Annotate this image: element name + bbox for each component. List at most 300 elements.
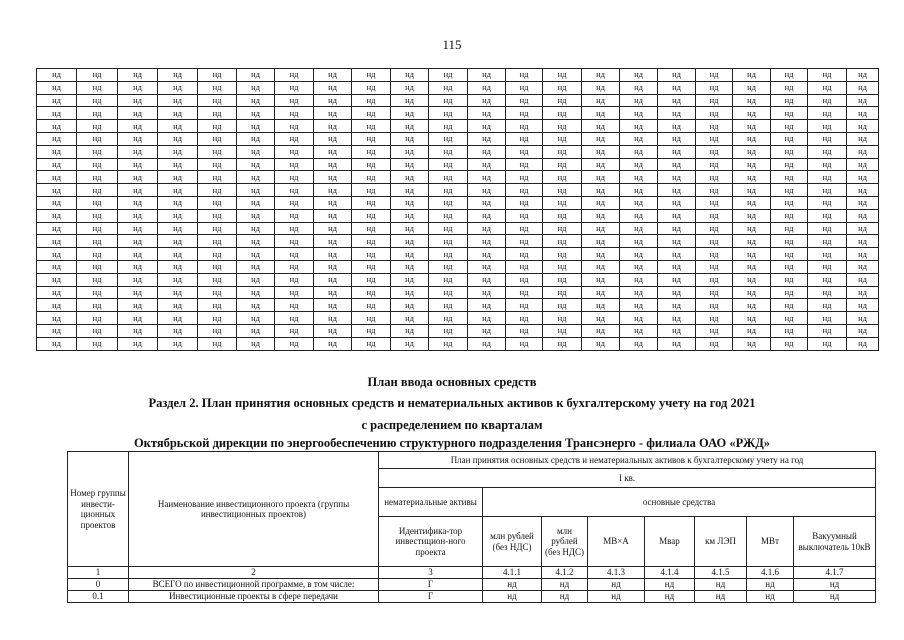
grid-cell: нд	[429, 273, 468, 286]
grid-cell: нд	[468, 145, 506, 158]
grid-cell: нд	[808, 324, 847, 337]
grid-cell: нд	[429, 209, 468, 222]
grid-cell: нд	[391, 222, 429, 235]
grid-cell: нд	[314, 196, 352, 209]
grid-cell: нд	[808, 120, 847, 133]
grid-cell: нд	[391, 107, 429, 120]
grid-cell: нд	[391, 324, 429, 337]
grid-cell: нд	[158, 120, 198, 133]
grid-cell: нд	[506, 260, 543, 273]
grid-cell: нд	[506, 145, 543, 158]
grid-cell: нд	[275, 312, 314, 325]
grid-cell: нд	[237, 260, 275, 273]
grid-cell: нд	[543, 222, 582, 235]
grid-cell: нд	[352, 312, 391, 325]
grid-cell: нд	[543, 235, 582, 248]
subheader-cell: Идентифика-тор инвестицион-ного проекта	[379, 517, 483, 567]
grid-cell: нд	[314, 235, 352, 248]
grid-cell: нд	[658, 94, 696, 107]
grid-cell: нд	[658, 196, 696, 209]
grid-cell: нд	[658, 132, 696, 145]
grid-cell: нд	[37, 248, 77, 261]
grid-cell: нд	[506, 196, 543, 209]
grid-cell: нд	[620, 94, 658, 107]
grid-cell: нд	[582, 324, 620, 337]
grid-cell: нд	[771, 171, 808, 184]
grid-cell: нд	[808, 158, 847, 171]
grid-cell: нд	[733, 312, 771, 325]
grid-cell: нд	[118, 312, 158, 325]
grid-cell: нд	[658, 312, 696, 325]
grid-cell: нд	[429, 260, 468, 273]
grid-cell: нд	[543, 120, 582, 133]
grid-row	[37, 337, 879, 350]
grid-cell: нд	[198, 69, 237, 82]
section-subtitle: Раздел 2. План принятия основных средств и нематериальных активов к бухгалтерскому учету на год 2021	[148, 396, 756, 410]
grid-cell: нд	[733, 299, 771, 312]
grid-cell: нд	[696, 337, 733, 350]
grid-cell: нд	[118, 299, 158, 312]
grid-cell: нд	[429, 235, 468, 248]
grid-cell: нд	[391, 235, 429, 248]
grid-row	[37, 171, 879, 184]
directorate-title: Октябрьской дирекции по энергообеспечению структурного подразделения Трансэнерго - филиала ОАО «РЖД»	[133, 436, 771, 450]
grid-cell: нд	[118, 145, 158, 158]
grid-cell: нд	[733, 248, 771, 261]
grid-cell: нд	[391, 286, 429, 299]
grid-cell: нд	[237, 145, 275, 158]
grid-cell: нд	[158, 132, 198, 145]
grid-cell: нд	[314, 81, 352, 94]
grid-cell: нд	[658, 184, 696, 197]
grid-cell: нд	[658, 235, 696, 248]
grid-cell: нд	[847, 312, 879, 325]
grid-cell: нд	[506, 324, 543, 337]
grid-cell: нд	[352, 120, 391, 133]
grid-cell: нд	[771, 145, 808, 158]
grid-cell: нд	[37, 107, 77, 120]
grid-cell: нд	[733, 184, 771, 197]
grid-cell: нд	[468, 184, 506, 197]
grid-cell: нд	[158, 145, 198, 158]
grid-cell: нд	[696, 94, 733, 107]
grid-cell: нд	[658, 81, 696, 94]
grid-cell: нд	[506, 337, 543, 350]
grid-cell: нд	[582, 81, 620, 94]
grid-cell: нд	[429, 184, 468, 197]
grid-cell: нд	[275, 209, 314, 222]
grid-cell: нд	[847, 145, 879, 158]
grid-cell: нд	[158, 222, 198, 235]
grid-cell: нд	[733, 158, 771, 171]
grid-cell: нд	[506, 184, 543, 197]
grid-cell: нд	[506, 273, 543, 286]
grid-cell: нд	[847, 69, 879, 82]
grid-cell: нд	[237, 132, 275, 145]
grid-cell: нд	[696, 286, 733, 299]
grid-cell: нд	[429, 107, 468, 120]
grid-cell: нд	[506, 235, 543, 248]
grid-cell: нд	[275, 196, 314, 209]
grid-cell: нд	[543, 184, 582, 197]
grid-cell: нд	[237, 248, 275, 261]
grid-cell: нд	[808, 171, 847, 184]
grid-cell: нд	[391, 248, 429, 261]
grid-cell: нд	[658, 209, 696, 222]
grid-cell: нд	[118, 171, 158, 184]
grid-cell: нд	[620, 196, 658, 209]
grid-cell: нд	[468, 171, 506, 184]
grid-cell: нд	[391, 260, 429, 273]
header-project-name: Наименование инвестиционного проекта (группы инвестиционных проектов)	[129, 452, 379, 567]
grid-row	[37, 312, 879, 325]
grid-cell: нд	[77, 299, 118, 312]
grid-cell: нд	[275, 81, 314, 94]
grid-cell: нд	[847, 286, 879, 299]
grid-cell: нд	[77, 132, 118, 145]
grid-cell: нд	[733, 120, 771, 133]
number-cell: 4.1.4	[645, 567, 695, 579]
grid-cell: нд	[847, 324, 879, 337]
header-fixed-assets: основные средства	[483, 488, 876, 517]
grid-cell: нд	[37, 286, 77, 299]
grid-cell: нд	[696, 248, 733, 261]
grid-cell: нд	[352, 273, 391, 286]
grid-cell: нд	[352, 132, 391, 145]
grid-cell: нд	[158, 337, 198, 350]
grid-cell: нд	[771, 209, 808, 222]
grid-cell: нд	[237, 286, 275, 299]
row-value: нд	[542, 579, 588, 591]
grid-cell: нд	[733, 235, 771, 248]
grid-cell: нд	[620, 120, 658, 133]
grid-cell: нд	[391, 299, 429, 312]
grid-cell: нд	[352, 209, 391, 222]
grid-cell: нд	[77, 273, 118, 286]
grid-cell: нд	[237, 107, 275, 120]
grid-cell: нд	[847, 132, 879, 145]
subheader-cell: млн рублей (без НДС)	[542, 517, 588, 567]
grid-cell: нд	[314, 299, 352, 312]
grid-cell: нд	[198, 312, 237, 325]
grid-cell: нд	[314, 145, 352, 158]
grid-cell: нд	[543, 324, 582, 337]
grid-cell: нд	[429, 324, 468, 337]
grid-cell: нд	[275, 222, 314, 235]
subheader-cell: км ЛЭП	[695, 517, 747, 567]
grid-cell: нд	[733, 273, 771, 286]
header-quarter: I кв.	[379, 469, 876, 488]
grid-cell: нд	[582, 132, 620, 145]
grid-cell: нд	[582, 286, 620, 299]
grid-cell: нд	[429, 145, 468, 158]
grid-cell: нд	[771, 222, 808, 235]
grid-cell: нд	[620, 273, 658, 286]
grid-cell: нд	[37, 184, 77, 197]
grid-cell: нд	[808, 235, 847, 248]
grid-cell: нд	[620, 209, 658, 222]
grid-cell: нд	[658, 286, 696, 299]
grid-row	[37, 81, 879, 94]
grid-cell: нд	[77, 196, 118, 209]
grid-cell: нд	[352, 158, 391, 171]
grid-cell: нд	[808, 107, 847, 120]
grid-cell: нд	[620, 132, 658, 145]
grid-cell: нд	[158, 248, 198, 261]
grid-cell: нд	[198, 299, 237, 312]
row-value: нд	[747, 579, 794, 591]
grid-cell: нд	[352, 94, 391, 107]
header-group-number: Номер группы инвести-ционных проектов	[68, 452, 129, 567]
grid-cell: нд	[468, 260, 506, 273]
grid-cell: нд	[198, 235, 237, 248]
grid-cell: нд	[198, 158, 237, 171]
grid-cell: нд	[582, 235, 620, 248]
grid-cell: нд	[37, 120, 77, 133]
grid-cell: нд	[733, 222, 771, 235]
row-value: нд	[645, 579, 695, 591]
grid-cell: нд	[118, 235, 158, 248]
grid-cell: нд	[733, 94, 771, 107]
grid-cell: нд	[391, 184, 429, 197]
grid-cell: нд	[118, 69, 158, 82]
grid-cell: нд	[158, 196, 198, 209]
grid-cell: нд	[118, 120, 158, 133]
grid-row	[37, 260, 879, 273]
grid-cell: нд	[771, 120, 808, 133]
grid-cell: нд	[429, 81, 468, 94]
grid-cell: нд	[582, 299, 620, 312]
grid-cell: нд	[198, 260, 237, 273]
subheader-cell: МВ×А	[588, 517, 645, 567]
row-value: нд	[695, 591, 747, 603]
grid-cell: нд	[808, 273, 847, 286]
grid-cell: нд	[506, 209, 543, 222]
grid-cell: нд	[429, 222, 468, 235]
grid-cell: нд	[582, 145, 620, 158]
grid-cell: нд	[118, 209, 158, 222]
row-value: нд	[483, 591, 542, 603]
grid-cell: нд	[429, 248, 468, 261]
grid-cell: нд	[506, 171, 543, 184]
row-value: нд	[588, 591, 645, 603]
grid-cell: нд	[158, 324, 198, 337]
grid-cell: нд	[77, 312, 118, 325]
grid-cell: нд	[696, 312, 733, 325]
grid-cell: нд	[582, 273, 620, 286]
grid-cell: нд	[314, 337, 352, 350]
grid-row	[37, 94, 879, 107]
grid-cell: нд	[543, 312, 582, 325]
grid-cell: нд	[468, 196, 506, 209]
grid-cell: нд	[620, 299, 658, 312]
grid-cell: нд	[847, 337, 879, 350]
grid-cell: нд	[696, 145, 733, 158]
grid-cell: нд	[620, 184, 658, 197]
grid-cell: нд	[118, 222, 158, 235]
grid-cell: нд	[582, 69, 620, 82]
grid-cell: нд	[429, 286, 468, 299]
grid-cell: нд	[468, 69, 506, 82]
grid-cell: нд	[506, 222, 543, 235]
grid-cell: нд	[847, 196, 879, 209]
grid-cell: нд	[77, 145, 118, 158]
subheader-cell: Вакуумный выключатель 10кВ	[794, 517, 876, 567]
grid-cell: нд	[118, 132, 158, 145]
grid-cell: нд	[314, 286, 352, 299]
grid-cell: нд	[77, 260, 118, 273]
grid-cell: нд	[158, 171, 198, 184]
grid-cell: нд	[352, 299, 391, 312]
grid-cell: нд	[771, 337, 808, 350]
grid-cell: нд	[543, 145, 582, 158]
grid-cell: нд	[237, 196, 275, 209]
grid-cell: нд	[847, 158, 879, 171]
grid-cell: нд	[314, 120, 352, 133]
grid-cell: нд	[847, 222, 879, 235]
grid-cell: нд	[771, 184, 808, 197]
grid-row	[37, 222, 879, 235]
grid-cell: нд	[77, 248, 118, 261]
grid-cell: нд	[391, 145, 429, 158]
investment-plan-table	[67, 451, 876, 603]
grid-row	[37, 132, 879, 145]
grid-cell: нд	[582, 120, 620, 133]
grid-cell: нд	[275, 260, 314, 273]
grid-cell: нд	[468, 209, 506, 222]
grid-cell: нд	[543, 158, 582, 171]
grid-cell: нд	[620, 260, 658, 273]
grid-cell: нд	[77, 222, 118, 235]
grid-cell: нд	[582, 312, 620, 325]
grid-cell: нд	[543, 337, 582, 350]
grid-cell: нд	[733, 337, 771, 350]
grid-cell: нд	[808, 196, 847, 209]
grid-cell: нд	[198, 209, 237, 222]
grid-cell: нд	[391, 273, 429, 286]
grid-cell: нд	[620, 286, 658, 299]
grid-row	[37, 184, 879, 197]
grid-cell: нд	[506, 81, 543, 94]
grid-cell: нд	[696, 209, 733, 222]
grid-cell: нд	[506, 94, 543, 107]
grid-cell: нд	[118, 107, 158, 120]
grid-cell: нд	[771, 286, 808, 299]
grid-cell: нд	[37, 337, 77, 350]
grid-cell: нд	[696, 171, 733, 184]
grid-cell: нд	[198, 273, 237, 286]
grid-cell: нд	[391, 171, 429, 184]
grid-cell: нд	[696, 196, 733, 209]
grid-cell: нд	[808, 260, 847, 273]
grid-cell: нд	[771, 158, 808, 171]
grid-cell: нд	[658, 107, 696, 120]
grid-cell: нд	[696, 132, 733, 145]
grid-cell: нд	[158, 299, 198, 312]
grid-cell: нд	[237, 94, 275, 107]
grid-cell: нд	[808, 132, 847, 145]
grid-cell: нд	[118, 184, 158, 197]
grid-cell: нд	[733, 260, 771, 273]
grid-cell: нд	[582, 94, 620, 107]
grid-cell: нд	[808, 312, 847, 325]
grid-cell: нд	[37, 196, 77, 209]
grid-row	[37, 324, 879, 337]
grid-cell: нд	[847, 209, 879, 222]
grid-cell: нд	[620, 158, 658, 171]
grid-cell: нд	[118, 324, 158, 337]
number-cell: 3	[379, 567, 483, 579]
grid-cell: нд	[543, 69, 582, 82]
grid-cell: нд	[77, 158, 118, 171]
grid-cell: нд	[237, 209, 275, 222]
grid-cell: нд	[620, 248, 658, 261]
grid-cell: нд	[506, 299, 543, 312]
row-value: нд	[645, 591, 695, 603]
row-project-name: Инвестиционные проекты в сфере передачи	[129, 591, 379, 603]
grid-row	[37, 69, 879, 82]
grid-cell: нд	[771, 94, 808, 107]
grid-cell: нд	[733, 132, 771, 145]
page-number: 115	[442, 37, 462, 52]
grid-cell: нд	[275, 158, 314, 171]
grid-cell: нд	[275, 171, 314, 184]
grid-cell: нд	[468, 299, 506, 312]
grid-cell: нд	[237, 299, 275, 312]
row-value: нд	[483, 579, 542, 591]
grid-cell: нд	[391, 120, 429, 133]
grid-cell: нд	[314, 273, 352, 286]
grid-row	[37, 196, 879, 209]
grid-cell: нд	[658, 260, 696, 273]
grid-cell: нд	[696, 273, 733, 286]
grid-cell: нд	[847, 120, 879, 133]
grid-cell: нд	[37, 260, 77, 273]
grid-cell: нд	[847, 299, 879, 312]
grid-cell: нд	[37, 273, 77, 286]
grid-cell: нд	[771, 312, 808, 325]
grid-cell: нд	[808, 299, 847, 312]
grid-cell: нд	[158, 81, 198, 94]
grid-cell: нд	[198, 145, 237, 158]
grid-cell: нд	[275, 107, 314, 120]
grid-cell: нд	[198, 171, 237, 184]
grid-cell: нд	[808, 94, 847, 107]
row-project-name: ВСЕГО по инвестиционной программе, в том числе:	[129, 579, 379, 591]
grid-cell: нд	[771, 235, 808, 248]
grid-cell: нд	[158, 312, 198, 325]
grid-cell: нд	[158, 94, 198, 107]
number-cell: 4.1.3	[588, 567, 645, 579]
grid-cell: нд	[118, 273, 158, 286]
grid-cell: нд	[771, 107, 808, 120]
grid-cell: нд	[237, 158, 275, 171]
number-cell: 4.1.2	[542, 567, 588, 579]
grid-row	[37, 273, 879, 286]
grid-cell: нд	[658, 248, 696, 261]
grid-row	[37, 107, 879, 120]
grid-cell: нд	[429, 132, 468, 145]
grid-cell: нд	[352, 196, 391, 209]
grid-cell: нд	[37, 171, 77, 184]
grid-cell: нд	[37, 324, 77, 337]
grid-cell: нд	[468, 158, 506, 171]
grid-cell: нд	[158, 235, 198, 248]
grid-cell: нд	[582, 337, 620, 350]
continuation-table	[36, 68, 879, 351]
grid-cell: нд	[808, 209, 847, 222]
grid-cell: нд	[275, 94, 314, 107]
